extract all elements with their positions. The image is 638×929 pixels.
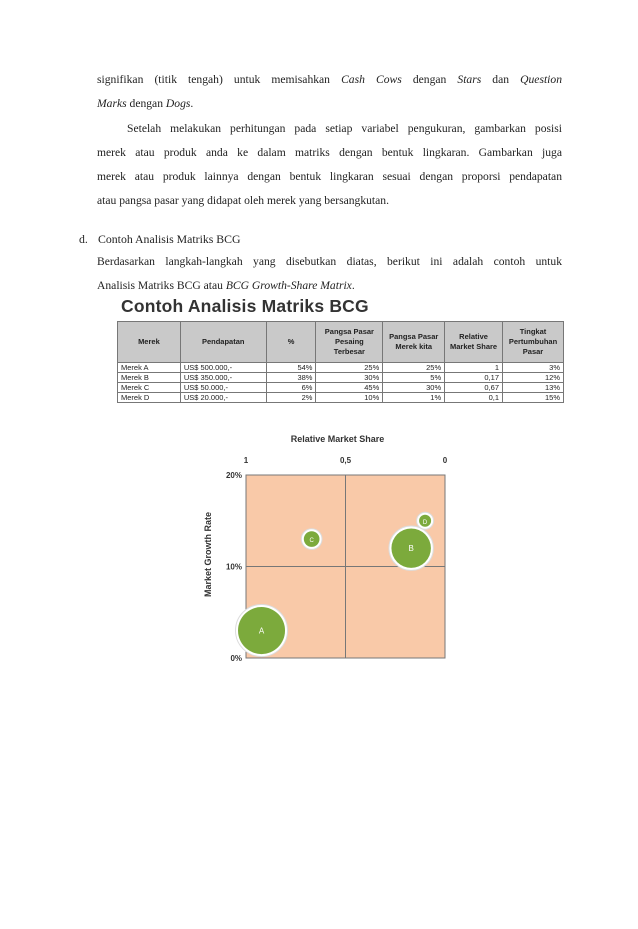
table-cell: 25% xyxy=(316,363,383,373)
paragraph-1-line-1 xyxy=(97,68,562,92)
header-pangsa-merek: Pangsa Pasar Merek kita xyxy=(383,322,445,363)
x-tick-label: 0,5 xyxy=(339,456,352,465)
y-tick-label: 20% xyxy=(225,471,242,480)
header-relative-share: Relative Market Share xyxy=(445,322,503,363)
table-cell: 45% xyxy=(316,383,383,393)
text-run: dan xyxy=(481,73,521,86)
figure-title: Contoh Analisis Matriks BCG xyxy=(121,296,369,316)
term-question: Question xyxy=(520,73,562,86)
text-run: signifikan (titik tengah) untuk memisahkan xyxy=(97,73,342,86)
bubble-label: C xyxy=(309,538,314,545)
paragraph-1 xyxy=(97,68,562,116)
table-cell: 30% xyxy=(316,373,383,383)
section-heading xyxy=(79,232,241,247)
bcg-figure xyxy=(117,296,564,403)
table-cell: 5% xyxy=(383,373,445,383)
table-cell: 6% xyxy=(266,383,316,393)
table-cell: 0,1 xyxy=(445,393,503,403)
table-cell: 1% xyxy=(383,393,445,403)
term-cash-cows: Cash Cows xyxy=(341,73,402,86)
table-cell: Merek B xyxy=(118,373,181,383)
table-cell: US$ 50.000,- xyxy=(180,383,266,393)
x-tick-label: 0 xyxy=(442,456,448,465)
table-cell: 13% xyxy=(503,383,564,393)
table-cell: US$ 350.000,- xyxy=(180,373,266,383)
table-cell: 12% xyxy=(503,373,564,383)
paragraph-2-line-1: Setelah melakukan perhitungan pada setiap variabel pengukuran, gambarkan posisi xyxy=(127,122,562,135)
table-row xyxy=(118,363,564,373)
text-run: Analisis Matriks BCG atau xyxy=(97,279,226,292)
term-marks: Marks xyxy=(97,97,127,110)
table-cell: 3% xyxy=(503,363,564,373)
term-stars: Stars xyxy=(457,73,482,86)
y-tick-label: 0% xyxy=(230,654,242,663)
paragraph-2-line-3: merek atau produk lainnya dengan bentuk lingkaran sesuai dengan proporsi pendapatan xyxy=(97,170,562,183)
header-pendapatan: Pendapatan xyxy=(180,322,266,363)
table-cell: US$ 20.000,- xyxy=(180,393,266,403)
header-merek: Merek xyxy=(118,322,181,363)
x-axis-label: Relative Market Share xyxy=(290,434,385,444)
paragraph-3-line-2 xyxy=(97,274,562,298)
paragraph-2-line-2: merek atau produk anda ke dalam matriks dengan bentuk lingkaran. Gambarkan juga xyxy=(97,146,562,159)
table-header-row xyxy=(118,322,564,363)
bcg-table xyxy=(117,321,564,403)
table-cell: 2% xyxy=(266,393,316,403)
table-cell: 15% xyxy=(503,393,564,403)
text-run: dengan xyxy=(126,97,166,110)
text-run: . xyxy=(190,97,194,110)
table-cell: 30% xyxy=(383,383,445,393)
y-axis-label: Market Growth Rate xyxy=(203,511,213,598)
table-cell: 1 xyxy=(445,363,503,373)
header-pangsa-pesaing: Pangsa Pasar Pesaing Terbesar xyxy=(316,322,383,363)
table-cell: 10% xyxy=(316,393,383,403)
term-dogs: Dogs xyxy=(165,97,191,110)
table-row xyxy=(118,373,564,383)
bubble-label: B xyxy=(408,544,414,554)
text-run: . xyxy=(351,279,355,292)
table-row xyxy=(118,393,564,403)
table-cell: Merek A xyxy=(118,363,181,373)
header-growth: Tingkat Pertumbuhan Pasar xyxy=(503,322,564,363)
table-cell: US$ 500.000,- xyxy=(180,363,266,373)
term-bcg-matrix: BCG Growth-Share Matrix xyxy=(225,279,352,292)
paragraph-1-line-2 xyxy=(97,92,562,116)
paragraph-2-line-4: atau pangsa pasar yang didapat oleh merek yang bersangkutan. xyxy=(97,194,389,207)
table-row xyxy=(118,383,564,393)
header-percent: % xyxy=(266,322,316,363)
table-cell: 54% xyxy=(266,363,316,373)
paragraph-2 xyxy=(97,117,562,213)
section-title: Contoh Analisis Matriks BCG xyxy=(98,232,241,246)
y-tick-label: 10% xyxy=(225,562,242,572)
bubble-label: A xyxy=(258,626,265,636)
paragraph-3 xyxy=(97,250,562,298)
table-cell: 0,17 xyxy=(445,373,503,383)
table-cell: 0,67 xyxy=(445,383,503,393)
paragraph-3-line-1: Berdasarkan langkah-langkah yang disebutkan diatas, berikut ini adalah contoh untuk xyxy=(97,255,562,268)
bcg-matrix-chart xyxy=(190,430,490,675)
text-run: dengan xyxy=(401,73,458,86)
bubble-label: D xyxy=(422,519,428,526)
section-label: d. xyxy=(79,232,88,246)
x-tick-label: 1 xyxy=(243,456,249,465)
table-cell: 38% xyxy=(266,373,316,383)
bcg-matrix-svg xyxy=(190,430,490,670)
table-cell: Merek C xyxy=(118,383,181,393)
table-cell: Merek D xyxy=(118,393,181,403)
table-cell: 25% xyxy=(383,363,445,373)
